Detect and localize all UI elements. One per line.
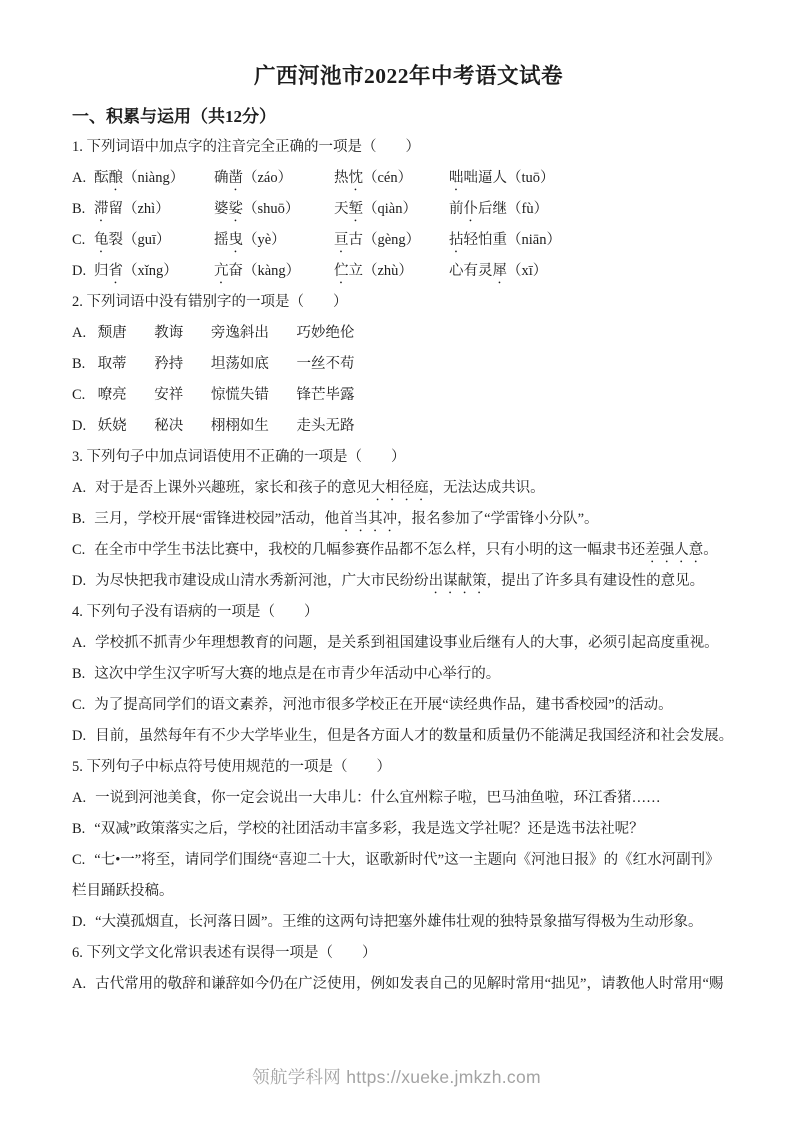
word-cell: 确凿（záo）	[214, 170, 293, 186]
q5-option-b	[72, 814, 745, 845]
q6-stem: 6. 下列文学文化常识表述有误得一项是（ ）	[72, 945, 377, 961]
q6-option-a	[72, 969, 745, 1000]
q2-row-b	[72, 349, 745, 380]
word-cell: 栩栩如生	[210, 418, 269, 434]
option-text: “七•一”将至，请同学们围绕“喜迎二十大，讴歌新时代”这一主题向《河池日报》的《红水河副刊》	[94, 852, 720, 868]
q5-option-c	[72, 845, 745, 876]
option-label: B.	[72, 666, 86, 682]
q2-row-d	[72, 411, 745, 442]
option-label: D.	[72, 728, 87, 744]
q2-row-c	[72, 380, 745, 411]
option-label: C.	[72, 542, 86, 558]
watermark-footer: 领航学科网 https://xueke.jmkzh.com	[252, 1067, 541, 1087]
option-label: C.	[72, 852, 86, 868]
q1-row-c	[72, 225, 745, 256]
word-cell: 酝酿（niàng）	[94, 170, 185, 186]
option-text: 在全市中学生书法比赛中，我校的几幅参赛作品都不怎么样，只有小明的这一幅隶书还差强人意。	[94, 542, 718, 558]
q4-stem: 4. 下列句子没有语病的一项是（ ）	[72, 604, 319, 620]
word-cell: 一丝不苟	[296, 356, 355, 372]
word-cell: 亘古（gèng）	[334, 232, 421, 248]
word-cell: 龟裂（guī）	[94, 232, 171, 248]
q4-option-b	[72, 659, 745, 690]
option-label: D.	[72, 418, 87, 434]
q5-option-d	[72, 907, 745, 938]
page-title: 广西河池市2022年中考语文试卷	[253, 64, 563, 88]
word-cell: 心有灵犀（xī）	[449, 263, 548, 279]
option-label: C.	[72, 387, 86, 403]
option-label: D.	[72, 573, 87, 589]
word-cell: 走头无路	[296, 418, 355, 434]
word-cell: 滞留（zhì）	[94, 201, 170, 217]
option-text: 为了提高同学们的语文素养，河池市很多学校正在开展“读经典作品，建书香校园”的活动。	[94, 697, 673, 713]
q2-stem: 2. 下列词语中没有错别字的一项是（ ）	[72, 294, 348, 310]
word-cell: 惊慌失错	[210, 387, 269, 403]
word-cell: 取蒂	[97, 356, 127, 372]
word-cell: 伫立（zhù）	[334, 263, 413, 279]
word-cell: 嘹亮	[97, 387, 127, 403]
word-cell: 热忱（cén）	[334, 170, 413, 186]
word-cell: 妖娆	[97, 418, 127, 434]
word-cell: 锋芒毕露	[296, 387, 355, 403]
q3-option-b	[72, 504, 745, 535]
q4-option-d	[72, 721, 745, 752]
option-text: 为尽快把我市建设成山清水秀新河池，广大市民纷纷出谋献策，提出了许多具有建设性的意见。	[95, 573, 705, 589]
word-cell: 婆娑（shuō）	[214, 201, 300, 217]
option-text: “大漠孤烟直，长河落日圆”。王维的这两句诗把塞外雄伟壮观的独特景象描写得极为生动形象。	[95, 914, 703, 930]
option-label: D.	[72, 263, 87, 279]
word-cell: 咄咄逼人（tuō）	[449, 170, 555, 186]
option-label: A.	[72, 325, 87, 341]
option-text: 对于是否上课外兴趣班，家长和孩子的意见大相径庭，无法达成共识。	[95, 480, 545, 496]
word-cell: 安祥	[154, 387, 184, 403]
option-text: 古代常用的敬辞和谦辞如今仍在广泛使用，例如发表自己的见解时常用“拙见”，请教他人时常用“赐	[95, 976, 724, 992]
q1-row-d	[72, 256, 745, 287]
word-cell: 旁逸斜出	[210, 325, 269, 341]
option-text: 三月，学校开展“雷锋进校园”活动，他首当其冲，报名参加了“学雷锋小分队”。	[94, 511, 599, 527]
q5-stem: 5. 下列句子中标点符号使用规范的一项是（ ）	[72, 759, 391, 775]
word-cell: 天堑（qiàn）	[334, 201, 417, 217]
option-label: B.	[72, 356, 86, 372]
q3-option-c	[72, 535, 745, 566]
word-cell: 颓唐	[97, 325, 127, 341]
word-cell: 坦荡如底	[210, 356, 269, 372]
q3-option-d	[72, 566, 745, 597]
q3-stem: 3. 下列句子中加点词语使用不正确的一项是（ ）	[72, 449, 406, 465]
q3-option-a	[72, 473, 745, 504]
word-cell: 拈轻怕重（niān）	[449, 232, 561, 248]
word-cell: 秘决	[154, 418, 184, 434]
option-label: B.	[72, 511, 86, 527]
q5-option-a	[72, 783, 745, 814]
word-cell: 矜持	[154, 356, 184, 372]
option-text: 目前，虽然每年有不少大学毕业生，但是各方面人才的数量和质量仍不能满足我国经济和社会发展。	[95, 728, 734, 744]
option-text: “双减”政策落实之后，学校的社团活动丰富多彩，我是选文学社呢？还是选书法社呢？	[94, 821, 644, 837]
q1-stem: 1. 下列词语中加点字的注音完全正确的一项是（ ）	[72, 139, 420, 155]
option-label: D.	[72, 914, 87, 930]
q4-option-c	[72, 690, 745, 721]
word-cell: 亢奋（kàng）	[214, 263, 301, 279]
q4-option-a	[72, 628, 745, 659]
option-label: A.	[72, 976, 87, 992]
word-cell: 前仆后继（fù）	[449, 201, 549, 217]
word-cell: 巧妙绝伦	[296, 325, 355, 341]
section-heading: 一、积累与运用（共12分）	[72, 107, 276, 126]
word-cell: 摇曳（yè）	[214, 232, 286, 248]
word-cell: 归省（xǐng）	[94, 263, 178, 279]
option-text: 这次中学生汉字听写大赛的地点是在市青少年活动中心举行的。	[94, 666, 501, 682]
option-label: A.	[72, 790, 87, 806]
option-label: B.	[72, 821, 86, 837]
option-text: 学校抓不抓青少年理想教育的问题，是关系到祖国建设事业后继有人的大事，必须引起高度重视。	[95, 635, 719, 651]
option-text: 栏目踊跃投稿。	[72, 883, 174, 899]
option-label: C.	[72, 697, 86, 713]
option-label: B.	[72, 201, 86, 217]
word-cell: 教诲	[154, 325, 184, 341]
option-label: A.	[72, 635, 87, 651]
q5-option-c-continuation	[72, 876, 745, 907]
option-label: C.	[72, 232, 86, 248]
option-text: 一说到河池美食，你一定会说出一大串儿：什么宜州粽子啦，巴马油鱼啦，环江香猪……	[95, 790, 661, 806]
q2-row-a	[72, 318, 745, 349]
option-label: A.	[72, 170, 87, 186]
q1-row-b	[72, 194, 745, 225]
option-label: A.	[72, 480, 87, 496]
q1-row-a	[72, 163, 745, 194]
